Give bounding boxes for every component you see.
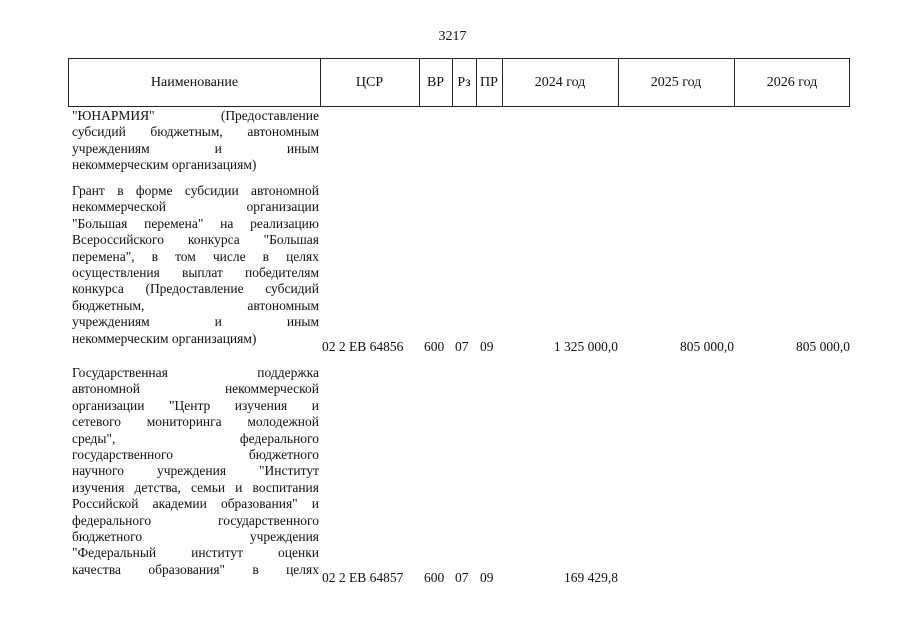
- header-2024: 2024 год: [534, 75, 586, 90]
- row-name-line: бюджетного учреждения: [72, 528, 319, 544]
- row-name-line: конкурса (Предоставление субсидий: [72, 281, 319, 297]
- row-name-line: изучения детства, семьи и воспитания: [72, 479, 319, 495]
- row-name-line: организации "Центр изучения и: [72, 397, 319, 413]
- row-pr: 09: [480, 570, 494, 585]
- row-2024: 1 325 000,0: [553, 339, 618, 354]
- row-pr: 09: [480, 339, 494, 354]
- header-csr: ЦСР: [355, 75, 384, 90]
- header-rz: Рз: [457, 75, 471, 90]
- row-name-line: некоммерческим организациям): [72, 330, 257, 346]
- row-csr: 02 2 ЕВ 64856: [322, 339, 404, 354]
- row-name-line: "Федеральный институт оценки: [72, 545, 319, 561]
- row-name-line: Российской академии образования" и: [72, 496, 319, 512]
- row-name-line: некоммерческой организации: [72, 199, 319, 215]
- row-rz: 07: [455, 339, 469, 354]
- row-name-line: среды", федерального: [72, 430, 319, 446]
- row-name: [72, 183, 319, 347]
- row-name-line: "ЮНАРМИЯ" (Предоставление: [72, 108, 319, 123]
- row-name-line: государственного бюджетного: [72, 446, 319, 462]
- row-name-line: субсидий бюджетным, автономным: [72, 124, 319, 140]
- row-2026: 805 000,0: [796, 339, 850, 354]
- row-csr: 02 2 ЕВ 64857: [322, 570, 404, 585]
- header-name: Наименование: [150, 75, 239, 90]
- header-2026: 2026 год: [766, 75, 818, 90]
- row-name-line: учреждениям и иным: [72, 314, 319, 330]
- page-number: 3217: [438, 29, 467, 44]
- row-name-line: учреждениям и иным: [72, 140, 319, 156]
- row-name: [72, 365, 319, 578]
- row-name-line: качества образования" в целях: [72, 561, 319, 577]
- row-name-line: сетевого мониторинга молодежной: [72, 414, 319, 430]
- header-2025: 2025 год: [650, 75, 702, 90]
- row-name-line: Всероссийского конкурса "Большая: [72, 232, 319, 248]
- row-name-line: автономной некоммерческой: [72, 381, 319, 397]
- header-vr: ВР: [426, 75, 445, 90]
- header-pr: ПР: [480, 75, 498, 90]
- row-name-line: научного учреждения "Институт: [72, 463, 319, 479]
- table-header: [68, 58, 850, 107]
- row-name-line: некоммерческим организациям): [72, 157, 257, 173]
- row-name-line: Грант в форме субсидии автономной: [72, 183, 319, 198]
- row-vr: 600: [424, 570, 445, 585]
- row-name-line: бюджетным, автономным: [72, 297, 319, 313]
- row-2024: 169 429,8: [564, 570, 618, 585]
- row-name-line: Государственная поддержка: [72, 365, 319, 380]
- row-name: [72, 108, 319, 174]
- row-2025: 805 000,0: [680, 339, 734, 354]
- row-vr: 600: [424, 339, 445, 354]
- row-name-line: осуществления выплат победителям: [72, 264, 319, 280]
- row-name-line: "Большая перемена" на реализацию: [72, 215, 319, 231]
- row-name-line: перемена", в том числе в целях: [72, 248, 319, 264]
- row-rz: 07: [455, 570, 469, 585]
- row-name-line: федерального государственного: [72, 512, 319, 528]
